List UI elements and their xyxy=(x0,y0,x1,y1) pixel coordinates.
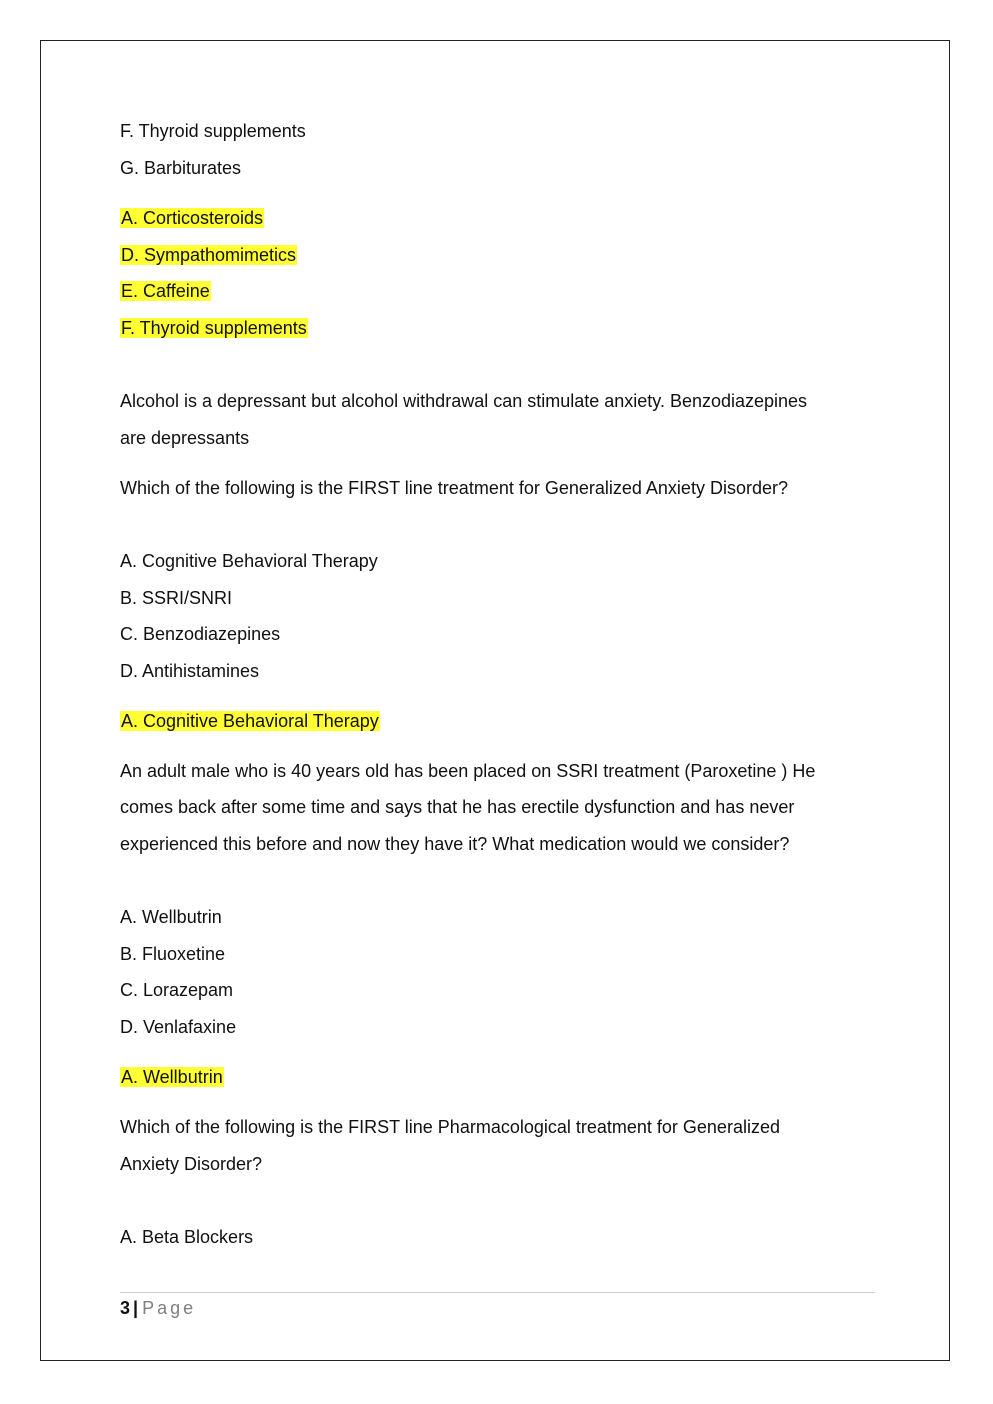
question-pharmacological-line-2: Anxiety Disorder? xyxy=(120,1154,263,1174)
answer-sympathomimetics: D. Sympathomimetics xyxy=(121,245,297,265)
page-number: 3 xyxy=(120,1298,131,1318)
option-wellbutrin: A. Wellbutrin xyxy=(120,907,222,927)
option-thyroid-supplements: F. Thyroid supplements xyxy=(120,121,306,141)
option-benzodiazepines: C. Benzodiazepines xyxy=(120,624,281,644)
answer-corticosteroids: A. Corticosteroids xyxy=(121,208,264,228)
question-paroxetine-line-1: An adult male who is 40 years old has been placed on SSRI treatment (Paroxetine ) He xyxy=(120,761,816,781)
footer-separator: | xyxy=(133,1298,139,1318)
option-beta-blockers: A. Beta Blockers xyxy=(120,1227,254,1247)
option-fluoxetine: B. Fluoxetine xyxy=(120,944,226,964)
footer-divider xyxy=(120,1292,875,1293)
answer-caffeine: E. Caffeine xyxy=(121,281,210,301)
explanation-line-2: are depressants xyxy=(120,428,250,448)
answer-cbt: A. Cognitive Behavioral Therapy xyxy=(121,711,379,731)
question-gad-first-line: Which of the following is the FIRST line treatment for Generalized Anxiety Disorder? xyxy=(120,478,788,498)
question-paroxetine-line-2: comes back after some time and says that he has erectile dysfunction and has never xyxy=(120,797,795,817)
footer-page-label: Page xyxy=(142,1298,197,1318)
option-antihistamines: D. Antihistamines xyxy=(120,661,260,681)
explanation-line-1: Alcohol is a depressant but alcohol withdrawal can stimulate anxiety. Benzodiazepines xyxy=(120,391,808,411)
option-cbt: A. Cognitive Behavioral Therapy xyxy=(120,551,378,571)
question-paroxetine-line-3: experienced this before and now they have it? What medication would we consider? xyxy=(120,834,790,854)
question-pharmacological-line-1: Which of the following is the FIRST line Pharmacological treatment for Generalized xyxy=(120,1117,780,1137)
option-barbiturates: G. Barbiturates xyxy=(120,158,242,178)
option-venlafaxine: D. Venlafaxine xyxy=(120,1017,237,1037)
answer-wellbutrin: A. Wellbutrin xyxy=(121,1067,223,1087)
option-lorazepam: C. Lorazepam xyxy=(120,980,234,1000)
answer-thyroid-supplements: F. Thyroid supplements xyxy=(121,318,307,338)
option-ssri-snri: B. SSRI/SNRI xyxy=(120,588,233,608)
page-footer xyxy=(120,1296,196,1320)
